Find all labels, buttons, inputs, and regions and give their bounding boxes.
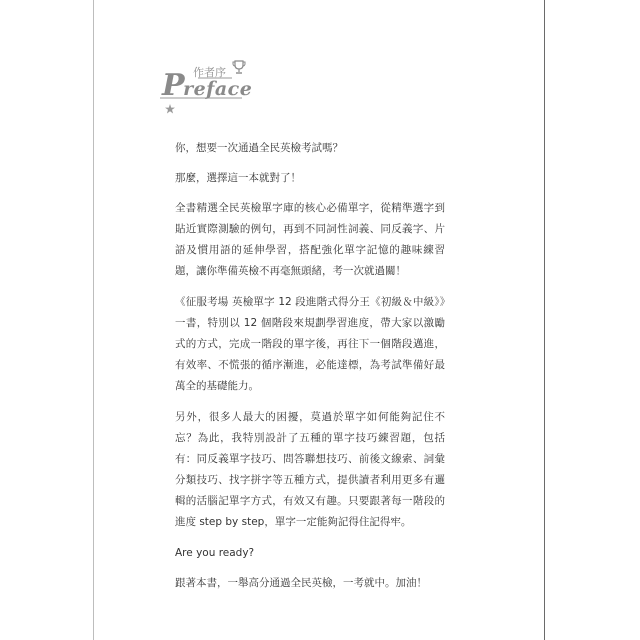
star-icon — [165, 104, 175, 114]
paragraph: 《征服考場 英檢單字 12 段進階式得分王《初級＆中級》》一書，特別以 12 個階段來規劃學習進度，帶大家以激勵式的方式，完成一階段的單字後，再往下一個階段邁進，有效率、不慌張的循序漸進，必能達標，為考試準備好最萬全的基礎能力。 — [175, 296, 445, 392]
preface-header — [150, 56, 260, 126]
paragraph: 你，想要一次通過全民英檢考試嗎？ — [175, 142, 343, 154]
preface-logo-initial: P — [162, 68, 186, 103]
paragraph: Are you ready? — [175, 547, 255, 559]
preface-logo-rest: reface — [183, 78, 253, 100]
preface-subtitle: 作者序 — [193, 66, 226, 79]
paragraph: 跟著本書，一舉高分通過全民英檢，一考就中。加油！ — [175, 577, 427, 589]
paragraph: 全書精選全民英檢單字庫的核心必備單字，從精準選字到貼近實際測驗的例句，再到不同詞性詞義、同反義字、片語及慣用語的延伸學習，搭配強化單字記憶的趣味練習題，讓你準備英檢不再毫無頭緒，考一次就過關！ — [175, 202, 445, 277]
preface-body — [175, 138, 445, 603]
paragraph: 另外，很多人最大的困擾，莫過於單字如何能夠記住不忘？為此，我特別設計了五種的單字技巧練習題，包括有：同反義單字技巧、問答聯想技巧、前後文線索、詞彙分類技巧、找字拼字等五種方式，提供讀者利用更多有邏輯的活腦記單字方式，有效又有趣。只要跟著每一階段的進度 step by step，單字一定能夠記得住記得牢。 — [175, 411, 445, 528]
paragraph: 那麼，選擇這一本就對了！ — [175, 172, 301, 184]
preface-logo — [162, 68, 252, 103]
